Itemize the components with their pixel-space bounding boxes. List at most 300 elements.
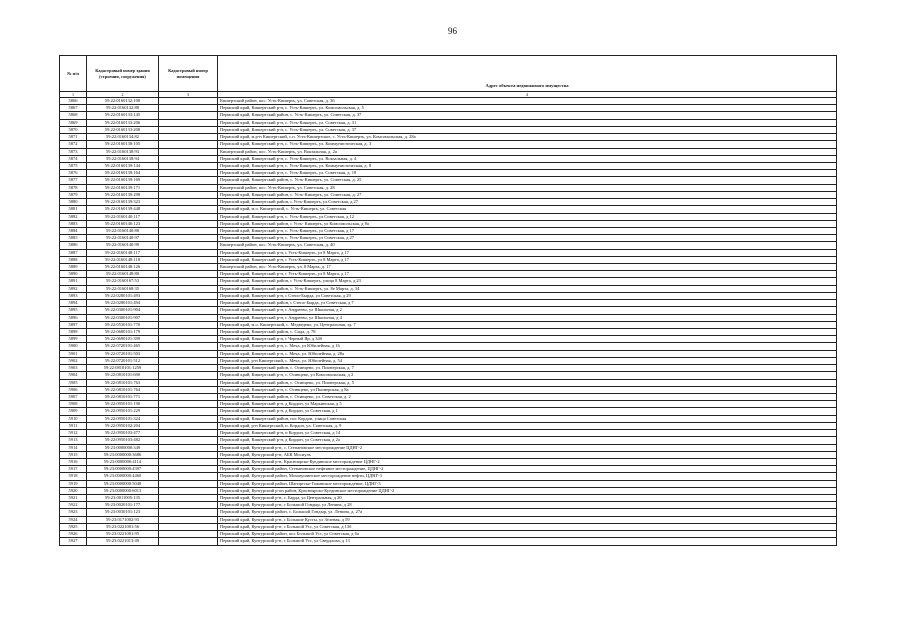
header-address: Адрес объекта недвижимого имущества	[218, 56, 837, 92]
table-row	[60, 191, 837, 198]
row-number: 5891	[60, 278, 87, 285]
room-cadastral-number	[159, 177, 218, 184]
property-address: Пермский край, Кишертский район, с Усть- Кишерть, ул Комсомольская, д 8а	[218, 220, 837, 227]
table-row	[60, 444, 837, 451]
row-number: 5915	[60, 451, 87, 458]
property-address: Пермский край, Кишертский р-н, с. Усть-Кишерть, ул. Коммунистическая, д. 3	[218, 141, 837, 148]
row-number: 5906	[60, 386, 87, 393]
row-number: 5900	[60, 343, 87, 350]
row-number: 5895	[60, 307, 87, 314]
property-address: Пермский край, Кишертский район, с. Усть-Кишерть, ул. 8е Марта, д. 34	[218, 285, 837, 292]
cadastral-number: 59:22:0160139:448	[87, 206, 159, 213]
cadastral-number: 59:22:0300101:907	[87, 314, 159, 321]
table-row	[60, 401, 837, 408]
room-cadastral-number	[159, 105, 218, 112]
room-cadastral-number	[159, 516, 218, 523]
row-number: 5879	[60, 191, 87, 198]
row-number: 5910	[60, 415, 87, 422]
room-cadastral-number	[159, 235, 218, 242]
cadastral-number: 59:23:0000000:3686	[87, 451, 159, 458]
column-number: 1	[60, 92, 87, 98]
room-cadastral-number	[159, 256, 218, 263]
property-address: Кишертский район, пос. Усть-Кишерть, ул. Советская, д. 40	[218, 242, 837, 249]
cadastral-number: 59:22:0160138:105	[87, 141, 159, 148]
table-row	[60, 415, 837, 422]
column-number: 4	[218, 92, 837, 98]
property-address: Пермский край, Кишертский р-н, с. Осинцево, ул Комсомольская, д 2	[218, 372, 837, 379]
cadastral-number: 59:22:0160148:80	[87, 271, 159, 278]
room-cadastral-number	[159, 365, 218, 372]
property-address: Пермский край, р-н Кишертский, с. Меча, ул. Юбилейная, д. 54	[218, 357, 837, 364]
row-number: 5874	[60, 155, 87, 162]
room-cadastral-number	[159, 451, 218, 458]
room-cadastral-number	[159, 372, 218, 379]
row-number: 5908	[60, 401, 87, 408]
room-cadastral-number	[159, 509, 218, 516]
cadastral-number: 59:22:0810101:1259	[87, 365, 159, 372]
cadastral-number: 59:22:0720101:512	[87, 357, 159, 364]
row-number: 5927	[60, 538, 87, 545]
cadastral-number: 59:22:0160140:99	[87, 242, 159, 249]
header-number: № п/п	[60, 56, 87, 92]
cadastral-number: 59:22:0160132:88	[87, 105, 159, 112]
property-address: Пермский край, Кунгурский район, Степановское нефтяное месторождение, ЦДНГ-2	[218, 466, 837, 473]
table-row	[60, 264, 837, 271]
table-row	[60, 365, 837, 372]
room-cadastral-number	[159, 314, 218, 321]
property-address: Пермский край, Кишертский р-н, с Степо-Бырда, ул Советская, д 29	[218, 292, 837, 299]
table-row	[60, 307, 837, 314]
room-cadastral-number	[159, 242, 218, 249]
property-address: Кишертский район, пос. Усть-Кишерть, ул. Советская, д. 28	[218, 184, 837, 191]
row-number: 5868	[60, 112, 87, 119]
cadastral-number: 59:22:0680101:179	[87, 329, 159, 336]
table-row	[60, 531, 837, 538]
cadastral-number: 59:23:0000000:349	[87, 444, 159, 451]
table-row	[60, 336, 837, 343]
cadastral-number: 59:22:0950103:482	[87, 437, 159, 444]
row-number: 5898	[60, 329, 87, 336]
row-number: 5919	[60, 480, 87, 487]
property-address: Пермский край, Кишертский р-н, с Андреево, ул Школьная, д 2	[218, 307, 837, 314]
cadastral-number: 59:23:0000000:4460	[87, 473, 159, 480]
room-cadastral-number	[159, 430, 218, 437]
row-number: 5917	[60, 466, 87, 473]
property-address: Пермский край, Кишертский район, с. Усть-Кишерть, ул. Советская, д. 37	[218, 112, 837, 119]
property-address: Пермский край, Кишертский район, с Усть-Кишерть, улица 8 Марта, д 23	[218, 278, 837, 285]
room-cadastral-number	[159, 466, 218, 473]
room-cadastral-number	[159, 119, 218, 126]
table-row	[60, 343, 837, 350]
cadastral-number: 59:23:0000000:5048	[87, 480, 159, 487]
room-cadastral-number	[159, 408, 218, 415]
cadastral-number: 59:22:0160140:97	[87, 235, 159, 242]
room-cadastral-number	[159, 249, 218, 256]
room-cadastral-number	[159, 350, 218, 357]
cadastral-number: 59:22:0160132:108	[87, 98, 159, 105]
property-address: Пермский край, м.о. Кишертский, с. Усть-Кишерть, ул. Советская	[218, 206, 837, 213]
row-number: 5883	[60, 220, 87, 227]
row-number: 5872	[60, 141, 87, 148]
property-address: Пермский край, Кишертский район, с. Усть-Кишерть, ул. Советская, д. 25	[218, 177, 837, 184]
cadastral-number: 59:22:0720101:465	[87, 343, 159, 350]
property-address: Пермский край, м.р-н Кишертский, с.п. Усть-Кишертское, с. Усть-Кишерть, ул. Комсомольская, д. 28а	[218, 134, 837, 141]
cadastral-number: 59:22:0160139:323	[87, 199, 159, 206]
room-cadastral-number	[159, 285, 218, 292]
room-cadastral-number	[159, 437, 218, 444]
cadastral-number: 59:23:0020101:177	[87, 502, 159, 509]
property-address: Пермский край, Кишертский район, с Степо-Бырда, ул Советская, д 7	[218, 300, 837, 307]
table-row	[60, 473, 837, 480]
cadastral-number: 59:22:0160168:35	[87, 285, 159, 292]
property-address: Пермский край, Кишертский р-н, п Кордон, ул Советская, д 14	[218, 430, 837, 437]
room-cadastral-number	[159, 357, 218, 364]
cadastral-number: 59:22:0810101:690	[87, 372, 159, 379]
row-number: 5889	[60, 264, 87, 271]
table-row	[60, 170, 837, 177]
room-cadastral-number	[159, 329, 218, 336]
cadastral-number: 59:22:0530101:770	[87, 321, 159, 328]
row-number: 5867	[60, 105, 87, 112]
row-number: 5924	[60, 516, 87, 523]
room-cadastral-number	[159, 495, 218, 502]
property-address: Кишертский район, пос. Усть-Кишерть, ул. 8 Марта, д. 17	[218, 264, 837, 271]
property-address: Пермский край, Кишертский р-н, с. Меча, ул. Юбилейная, д. 28а	[218, 350, 837, 357]
table-row	[60, 220, 837, 227]
row-number: 5881	[60, 206, 87, 213]
cadastral-number: 59:22:0160139:164	[87, 170, 159, 177]
row-number: 5893	[60, 292, 87, 299]
row-number: 5920	[60, 487, 87, 494]
room-cadastral-number	[159, 271, 218, 278]
room-cadastral-number	[159, 184, 218, 191]
table-row	[60, 458, 837, 465]
page-number: 96	[448, 26, 457, 36]
property-registry-table	[59, 55, 837, 546]
room-cadastral-number	[159, 307, 218, 314]
table-row	[60, 422, 837, 429]
property-address: Пермский край, Кишертский р-н, с. Усть-Кишерть, ул Советская, д 17	[218, 227, 837, 234]
room-cadastral-number	[159, 155, 218, 162]
room-cadastral-number	[159, 415, 218, 422]
row-number: 5899	[60, 336, 87, 343]
table-row	[60, 509, 837, 516]
table-row	[60, 155, 837, 162]
cadastral-number: 59:22:0280101:494	[87, 300, 159, 307]
property-address: Пермский край, Кишертский р-н, д Кордон, ул Советская, д 1	[218, 408, 837, 415]
row-number: 5878	[60, 184, 87, 191]
row-number: 5921	[60, 495, 87, 502]
property-address: Пермский край, Кишертский район, пос Кордон, улица Советская	[218, 415, 837, 422]
property-address: Пермский край, Кишертский район, с. Осинцево, ул. Пионерская, д. 5	[218, 379, 837, 386]
row-number: 5903	[60, 365, 87, 372]
row-number: 5880	[60, 199, 87, 206]
row-number: 5877	[60, 177, 87, 184]
row-number: 5904	[60, 372, 87, 379]
column-number: 3	[159, 92, 218, 98]
property-address: Пермский край, Кунгурский р-он район, Красноярско-Куединское месторождение ЦДНГ-2	[218, 487, 837, 494]
table-row	[60, 495, 837, 502]
property-address: Пермский край, м.о. Кишертский, с. Медведево, ул. Центральная, зд. 7	[218, 321, 837, 328]
cadastral-number: 59:22:0160133:208	[87, 126, 159, 133]
room-cadastral-number	[159, 538, 218, 545]
row-number: 5882	[60, 213, 87, 220]
table-row	[60, 487, 837, 494]
property-address: Пермский край, Кишертский р-н, д Кордон, ул Советская, д 2а	[218, 437, 837, 444]
cadastral-number: 59:22:0160148:118	[87, 256, 159, 263]
row-number: 5909	[60, 408, 87, 415]
room-cadastral-number	[159, 401, 218, 408]
table-row	[60, 480, 837, 487]
room-cadastral-number	[159, 473, 218, 480]
table-row	[60, 386, 837, 393]
property-address: Пермский край, Кишертский район, с.Усть-Кишерть, ул.Советская, д.27	[218, 199, 837, 206]
property-address: Пермский край, Кунгурский р-н, с Большие Кусты, ул Зеленая, д 59	[218, 516, 837, 523]
property-address: Пермский край, Кишертский р-н, с. Осинцево, ул Пионерская, д 8а	[218, 386, 837, 393]
row-number: 5894	[60, 300, 87, 307]
cadastral-number: 59:22:0160167:53	[87, 278, 159, 285]
table-row	[60, 98, 837, 105]
room-cadastral-number	[159, 300, 218, 307]
property-address: Пермский край, Кунгурский район, Шагиртско-Гожанское месторождение, ЦДНГ-3	[218, 480, 837, 487]
header-cadastral-number: Кадастровый номер здания (строения, сооружения)	[87, 56, 159, 92]
cadastral-number: 59:23:0000000:4397	[87, 466, 159, 473]
cadastral-number: 59:22:0160148:117	[87, 249, 159, 256]
table-row	[60, 292, 837, 299]
row-number: 5925	[60, 523, 87, 530]
table-header-row	[60, 56, 837, 92]
table-row	[60, 466, 837, 473]
property-address: Пермский край, Кишертский р-н, с Усть-Кишерть, ул 8 Марта, д 17	[218, 256, 837, 263]
room-cadastral-number	[159, 112, 218, 119]
room-cadastral-number	[159, 336, 218, 343]
property-address: Пермский край, Кунгурский р-н, с Большой Гондыр, ул Ленина, д 28	[218, 502, 837, 509]
room-cadastral-number	[159, 444, 218, 451]
cadastral-number: 59:22:0300101:904	[87, 307, 159, 314]
cadastral-number: 59:23:0221001:56	[87, 523, 159, 530]
row-number: 5884	[60, 227, 87, 234]
room-cadastral-number	[159, 227, 218, 234]
cadastral-number: 59:22:0950101:229	[87, 408, 159, 415]
room-cadastral-number	[159, 98, 218, 105]
property-address: Пермский край, Кишертский р-н, с. Усть-Кишерть, ул Советская, д 27	[218, 235, 837, 242]
table-row	[60, 177, 837, 184]
cadastral-number: 59:22:0160134:82	[87, 134, 159, 141]
table-row	[60, 538, 837, 545]
room-cadastral-number	[159, 141, 218, 148]
property-address: Пермский край, Кишертский р-н, д Кордон, ул Марьинская, д 5	[218, 401, 837, 408]
room-cadastral-number	[159, 502, 218, 509]
property-address: Пермский край, Кишертский район, с. Осинцево, ул. Советская, д. 2	[218, 393, 837, 400]
property-address: Пермский край, Кишертский район, с. Сида, д. 78	[218, 329, 837, 336]
room-cadastral-number	[159, 191, 218, 198]
table-row	[60, 242, 837, 249]
row-number: 5907	[60, 393, 87, 400]
room-cadastral-number	[159, 199, 218, 206]
cadastral-number: 59:23:0011005:135	[87, 495, 159, 502]
row-number: 5923	[60, 509, 87, 516]
cadastral-number: 59:22:0160138:93	[87, 148, 159, 155]
table-row	[60, 393, 837, 400]
row-number: 5913	[60, 437, 87, 444]
cadastral-number: 59:23:0171002:93	[87, 516, 159, 523]
room-cadastral-number	[159, 264, 218, 271]
property-address: Пермский край, Кишертский р-н, с. Усть-Кишерть, ул. Коммунистическая, д. 8	[218, 162, 837, 169]
table-row	[60, 502, 837, 509]
row-number: 5875	[60, 162, 87, 169]
column-number: 2	[87, 92, 159, 98]
table-row	[60, 523, 837, 530]
table-row	[60, 430, 837, 437]
room-cadastral-number	[159, 379, 218, 386]
room-cadastral-number	[159, 422, 218, 429]
cadastral-number: 59:22:0160139:298	[87, 191, 159, 198]
property-address: Пермский край, Кунгурский р-н, с Большой Усс, ул Свердлова, д 13	[218, 538, 837, 545]
room-cadastral-number	[159, 386, 218, 393]
row-number: 5922	[60, 502, 87, 509]
room-cadastral-number	[159, 162, 218, 169]
property-address: Пермский край, р-н Кишертский, п. Кордон, ул. Советская, д. 9	[218, 422, 837, 429]
room-cadastral-number	[159, 134, 218, 141]
table-row	[60, 329, 837, 336]
table-row	[60, 148, 837, 155]
property-address: Пермский край, Кишертский р-н, с. Усть-Кишерть, ул. Советская, д. 18	[218, 170, 837, 177]
property-address: Кишертский район, пос. Усть-Кишерть, ул. Вокзальная, д. 2а	[218, 148, 837, 155]
header-room-cadastral-number: Кадастровый номер помещения	[159, 56, 218, 92]
table-row	[60, 357, 837, 364]
table-row	[60, 285, 837, 292]
cadastral-number: 59:22:0160133:206	[87, 119, 159, 126]
room-cadastral-number	[159, 343, 218, 350]
row-number: 5916	[60, 458, 87, 465]
row-number: 5914	[60, 444, 87, 451]
table-row	[60, 350, 837, 357]
row-number: 5887	[60, 249, 87, 256]
row-number: 5876	[60, 170, 87, 177]
property-address: Пермский край, Кунгурский р-н, с. Степановское месторождение ЦДНГ-2	[218, 444, 837, 451]
cadastral-number: 59:22:0160138:94	[87, 155, 159, 162]
cadastral-number: 59:22:0690101:399	[87, 336, 159, 343]
room-cadastral-number	[159, 148, 218, 155]
room-cadastral-number	[159, 531, 218, 538]
room-cadastral-number	[159, 480, 218, 487]
room-cadastral-number	[159, 458, 218, 465]
table-row	[60, 271, 837, 278]
property-address: Пермский край, Кунгурский р-н, с. Барда, ул Центральная, д 20	[218, 495, 837, 502]
table-row	[60, 141, 837, 148]
row-number: 5896	[60, 314, 87, 321]
room-cadastral-number	[159, 321, 218, 328]
table-body	[60, 98, 837, 546]
table-row	[60, 235, 837, 242]
cadastral-number: 59:22:0160140:88	[87, 227, 159, 234]
row-number: 5869	[60, 119, 87, 126]
cadastral-number: 59:22:0950102:204	[87, 422, 159, 429]
cadastral-number: 59:23:0000000:6013	[87, 487, 159, 494]
cadastral-number: 59:22:0950101:190	[87, 401, 159, 408]
table-row	[60, 249, 837, 256]
table-row	[60, 451, 837, 458]
row-number: 5897	[60, 321, 87, 328]
row-number: 5870	[60, 126, 87, 133]
cadastral-number: 59:23:0030101:123	[87, 509, 159, 516]
table-row	[60, 206, 837, 213]
property-address: Пермский край, Кишертский р-н, с Черный Яр, д 34б	[218, 336, 837, 343]
property-address: Кишертский район, пос. Усть-Кишерть, ул. Советская, д. 36	[218, 98, 837, 105]
row-number: 5902	[60, 357, 87, 364]
room-cadastral-number	[159, 220, 218, 227]
row-number: 5871	[60, 134, 87, 141]
cadastral-number: 59:22:0160139:169	[87, 177, 159, 184]
row-number: 5901	[60, 350, 87, 357]
row-number: 5890	[60, 271, 87, 278]
table-row	[60, 321, 837, 328]
property-address: Пермский край, Кунгурский район, пос Большой Усс, ул Советская, д 6а	[218, 531, 837, 538]
property-address: Пермский край, Кунгурский район, с. Большой Гондыр, ул. Ленина, д. 27а	[218, 509, 837, 516]
row-number: 5888	[60, 256, 87, 263]
row-number: 5911	[60, 422, 87, 429]
room-cadastral-number	[159, 523, 218, 530]
table-row	[60, 184, 837, 191]
cadastral-number: 59:22:0810101:764	[87, 386, 159, 393]
room-cadastral-number	[159, 487, 218, 494]
cadastral-number: 59:22:0810101:771	[87, 393, 159, 400]
table-row	[60, 516, 837, 523]
property-address: Пермский край, Кишертский р-н, с Усть-Кишерть, ул 8 Марта, д 17	[218, 271, 837, 278]
table-row	[60, 372, 837, 379]
table-row	[60, 134, 837, 141]
table-row	[60, 408, 837, 415]
room-cadastral-number	[159, 292, 218, 299]
property-address: Пермский край, Кишертский р-н, с. Усть-Кишерть, ул. Советская, д. 31	[218, 119, 837, 126]
room-cadastral-number	[159, 170, 218, 177]
table-row	[60, 278, 837, 285]
room-cadastral-number	[159, 206, 218, 213]
row-number: 5873	[60, 148, 87, 155]
table-row	[60, 227, 837, 234]
property-address: Пермский край, Кишертский р-н, с. Усть-Кишерть, ул Советская, д 12	[218, 213, 837, 220]
room-cadastral-number	[159, 393, 218, 400]
table-row	[60, 112, 837, 119]
table-row	[60, 379, 837, 386]
property-address: Пермский край, Кунгурский р-н, АБК Мосиуль	[218, 451, 837, 458]
room-cadastral-number	[159, 126, 218, 133]
cadastral-number: 59:23:0000000:4114	[87, 458, 159, 465]
table-row	[60, 199, 837, 206]
row-number: 5885	[60, 235, 87, 242]
cadastral-number: 59:22:0950101:324	[87, 415, 159, 422]
row-number: 5905	[60, 379, 87, 386]
property-address: Пермский край, Кишертский р-н, с. Усть-Кишерть, ул. Комсомольская, д. 5	[218, 105, 837, 112]
table-row	[60, 300, 837, 307]
row-number: 5886	[60, 242, 87, 249]
cadastral-number: 59:22:0160140:117	[87, 213, 159, 220]
table-row	[60, 314, 837, 321]
cadastral-number: 59:22:0160148:126	[87, 264, 159, 271]
cadastral-number: 59:23:0221001:95	[87, 531, 159, 538]
table-row	[60, 105, 837, 112]
row-number: 5912	[60, 430, 87, 437]
property-address: Пермский край, Кунгурский район, Моховушинское месторождение нефти, ЦДНГ-3	[218, 473, 837, 480]
cadastral-number: 59:22:0160133:145	[87, 112, 159, 119]
row-number: 5926	[60, 531, 87, 538]
property-address: Пермский край, Кишертский район, с. Осинцево, ул. Пионерская, д. 7	[218, 365, 837, 372]
property-address: Пермский край, Кишертский р-н, с Усть-Кишерть, ул 8 Марта, д 17	[218, 249, 837, 256]
property-address: Пермский край, Кишертский р-н, с. Усть-Кишерть, ул. Вокзальная, д. 4	[218, 155, 837, 162]
cadastral-number: 59:22:0280101:493	[87, 292, 159, 299]
cadastral-number: 59:22:0160139:144	[87, 162, 159, 169]
property-address: Пермский край, Кунгурский р-н, с Большой Усс, ул Советская, д 13б	[218, 523, 837, 530]
